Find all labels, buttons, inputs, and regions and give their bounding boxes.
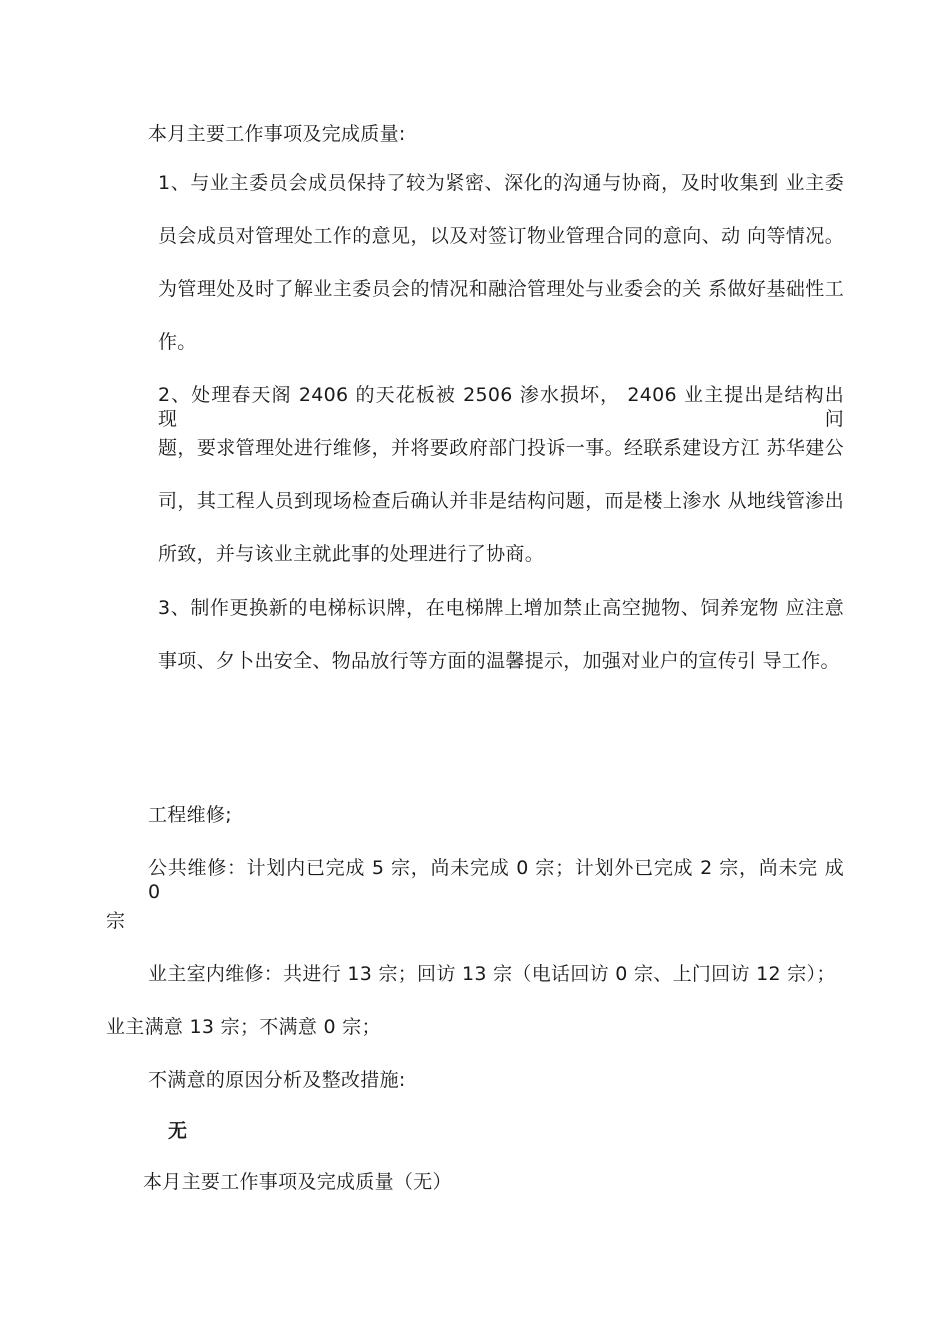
- paragraph-line: 事项、夕卜出安全、物品放行等方面的温馨提示，加强对业户的宣传引 导工作。: [158, 650, 840, 672]
- paragraph-line: 员会成员对管理处工作的意见，以及对签订物业管理合同的意向、动 向等情况。: [158, 225, 844, 247]
- paragraph-line: 业主室内维修：共进行 13 宗；回访 13 宗（电话回访 0 宗、上门回访 12 宗）；: [148, 963, 836, 985]
- paragraph-line: 公共维修：计划内已完成 5 宗，尚未完成 0 宗；计划外已完成 2 宗，尚未完 成 0: [148, 857, 844, 903]
- paragraph-line: 司，其工程人员到现场检查后确认并非是结构问题，而是楼上渗水 从地线管渗出: [158, 490, 844, 512]
- paragraph-line: 2、处理春天阁 2406 的天花板被 2506 渗水损坏， 2406 业主提出是结构出 现问: [158, 384, 844, 430]
- paragraph-line: 1、与业主委员会成员保持了较为紧密、深化的沟通与协商，及时收集到 业主委: [158, 172, 844, 194]
- paragraph-line: 题，要求管理处进行维修，并将要政府部门投诉一事。经联系建设方江 苏华建公: [158, 437, 844, 459]
- paragraph-line: 作。: [158, 331, 197, 353]
- paragraph-line: 宗: [106, 910, 126, 932]
- analysis-value: 无: [168, 1120, 188, 1142]
- analysis-heading: 不满意的原因分析及整改措施:: [148, 1069, 406, 1091]
- paragraph-line: 3、制作更换新的电梯标识牌，在电梯牌上增加禁止高空抛物、饲养宠物 应注意: [158, 597, 844, 619]
- paragraph-line: 为管理处及时了解业主委员会的情况和融洽管理处与业委会的关 系做好基础性工: [158, 278, 844, 300]
- paragraph-line: 业主满意 13 宗；不满意 0 宗；: [106, 1016, 381, 1038]
- section-heading: 本月主要工作事项及完成质量:: [148, 123, 406, 145]
- maintenance-heading: 工程维修;: [148, 804, 232, 826]
- paragraph-line: 所致，并与该业主就此事的处理进行了协商。: [158, 543, 545, 565]
- footer-heading: 本月主要工作事项及完成质量（无）: [143, 1171, 452, 1193]
